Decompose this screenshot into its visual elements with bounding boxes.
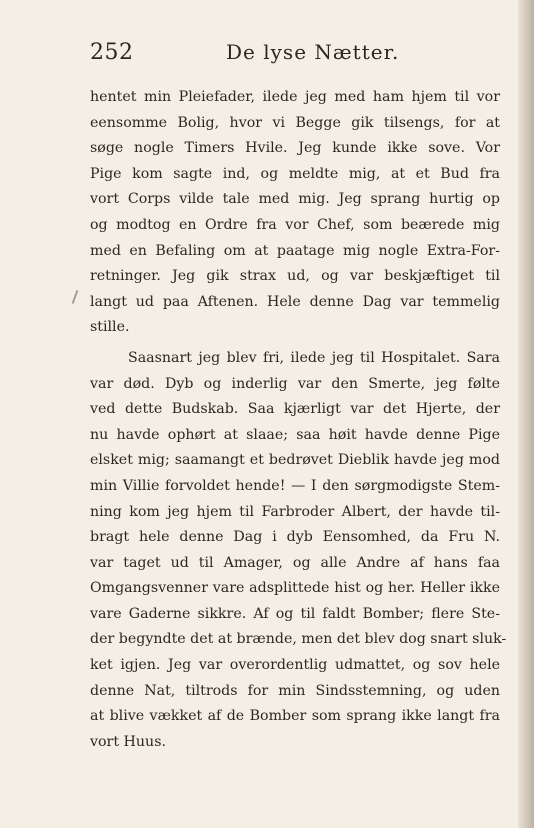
text-line: vare Gaderne sikkre. Af og til faldt Bomber; flere Ste- [90, 605, 500, 622]
text-line: langt ud paa Aftenen. Hele denne Dag var temmelig [90, 293, 500, 310]
page-number: 252 [90, 40, 134, 65]
text-line: nu havde ophørt at slaae; saa høit havde denne Pige [90, 426, 500, 443]
text-line: var død. Dyb og inderlig var den Smerte, jeg følte [90, 375, 500, 392]
text-line: var taget ud til Amager, og alle Andre af hans faa [90, 554, 500, 571]
text-line: hentet min Pleiefader, ilede jeg med ham hjem til vor [90, 89, 500, 105]
text-line: elsket mig; saamangt et bedrøvet Dieblik havde jeg mod [90, 452, 500, 469]
text-line: ket igjen. Jeg var overordentlig udmattet, og sov hele [90, 657, 500, 674]
text-line: med en Befaling om at paatage mig nogle Extra-For- [90, 242, 500, 259]
text-line: Omgangsvenner vare adsplittede hist og her. Heller ikke [90, 580, 500, 597]
text-line: ning kom jeg hjem til Farbroder Albert, der havde til- [90, 503, 500, 520]
page-edge-shadow [518, 0, 534, 828]
text-line: og modtog en Ordre fra vor Chef, som beærede mig [90, 216, 500, 233]
text-line: min Villie forvoldet hende! — I den sørgmodigste Stem- [90, 477, 500, 494]
text-line: søge nogle Timers Hvile. Jeg kunde ikke sove. Vor [90, 140, 500, 157]
text-line: vort Huus. [90, 733, 166, 750]
margin-mark [72, 290, 79, 304]
text-line: retninger. Jeg gik strax ud, og var beskjæftiget til [90, 268, 500, 285]
text-line: denne Nat, tiltrods for min Sindsstemning, og uden [90, 682, 500, 699]
text-line: ved dette Budskab. Saa kjærligt var det Hjerte, der [90, 401, 500, 418]
page-header [90, 40, 490, 72]
text-line: bragt hele denne Dag i dyb Eensomhed, da Fru N. [90, 529, 500, 546]
text-line: eensomme Bolig, hvor vi Begge gik tilsengs, for at [90, 114, 500, 131]
text-line: Saasnart jeg blev fri, ilede jeg til Hospitalet. Sara [128, 349, 500, 366]
text-line: stille. [90, 319, 130, 336]
body-text [90, 85, 507, 755]
text-line: vort Corps vilde tale med mig. Jeg sprang hurtig op [90, 191, 500, 208]
text-line: Pige kom sagte ind, og meldte mig, at et Bud fra [90, 165, 500, 182]
running-title: De lyse Nætter. [226, 40, 400, 64]
text-line: at blive vækket af de Bomber som sprang ikke langt fra [90, 708, 500, 725]
text-line: der begyndte det at brænde, men det blev dog snart sluk- [90, 631, 507, 648]
